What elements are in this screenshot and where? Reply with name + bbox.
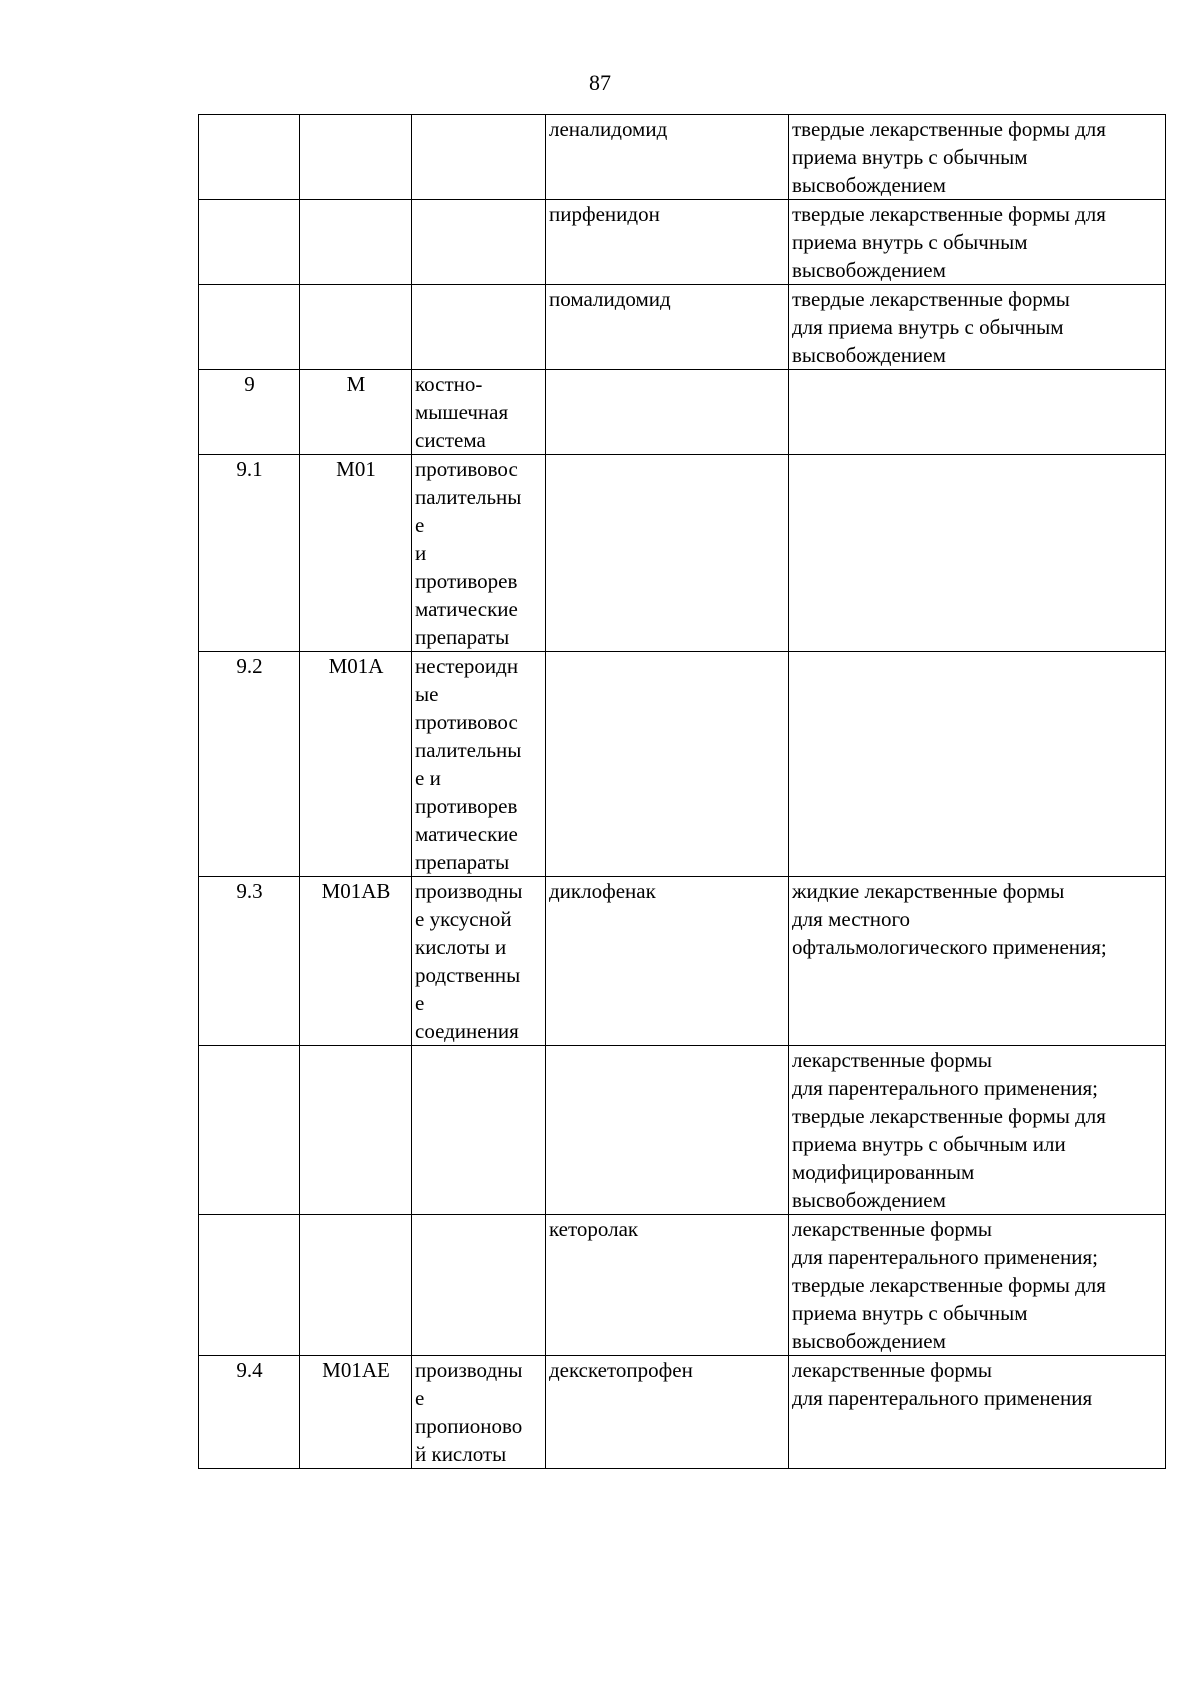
group-name-line: производны: [415, 879, 523, 903]
dosage-form-line: приема внутрь с обычным: [792, 145, 1028, 169]
drug-name-cell: леналидомид: [546, 115, 789, 200]
table-row: [199, 115, 1166, 200]
dosage-forms-cell: [789, 877, 1166, 1046]
dosage-forms-cell: [789, 652, 1166, 877]
group-name-line: пропионово: [415, 1414, 523, 1438]
table-row: [199, 877, 1166, 1046]
group-name-line: препараты: [415, 625, 510, 649]
atc-code-cell: M01AE: [300, 1356, 412, 1469]
group-name-line: палительны: [415, 738, 522, 762]
dosage-forms-cell: [789, 1046, 1166, 1215]
dosage-form-line: лекарственные формы: [792, 1217, 992, 1241]
dosage-form-line: высвобождением: [792, 258, 946, 282]
table-row: [199, 652, 1166, 877]
dosage-form-line: высвобождением: [792, 343, 946, 367]
row-number-cell: [199, 115, 300, 200]
dosage-form-line: офтальмологического применения;: [792, 935, 1107, 959]
table-row: [199, 1046, 1166, 1215]
group-name-line: противовос: [415, 710, 518, 734]
drug-table: [198, 114, 1166, 1469]
group-name-line: костно-: [415, 372, 483, 396]
dosage-forms-cell: [789, 455, 1166, 652]
dosage-form-line: лекарственные формы: [792, 1048, 992, 1072]
group-name-line: е: [415, 991, 425, 1015]
drug-name-cell: пирфенидон: [546, 200, 789, 285]
table-row: [199, 455, 1166, 652]
drug-name-cell: диклофенак: [546, 877, 789, 1046]
atc-code-cell: M: [300, 370, 412, 455]
row-number-cell: 9.4: [199, 1356, 300, 1469]
group-name-cell: [412, 1046, 546, 1215]
dosage-form-line: твердые лекарственные формы для: [792, 117, 1106, 141]
group-name-line: противовос: [415, 457, 518, 481]
group-name-line: е: [415, 1386, 425, 1410]
row-number-cell: 9.3: [199, 877, 300, 1046]
atc-code-cell: M01: [300, 455, 412, 652]
table-row: [199, 200, 1166, 285]
atc-code-cell: [300, 200, 412, 285]
atc-code-cell: M01A: [300, 652, 412, 877]
group-name-line: родственны: [415, 963, 521, 987]
dosage-form-line: приема внутрь с обычным: [792, 230, 1028, 254]
page-number: 87: [589, 70, 611, 95]
table-row: [199, 370, 1166, 455]
group-name-line: палительны: [415, 485, 522, 509]
table-row: [199, 1356, 1166, 1469]
group-name-cell: [412, 877, 546, 1046]
group-name-cell: [412, 200, 546, 285]
group-name-line: е и: [415, 766, 441, 790]
group-name-line: противорев: [415, 569, 518, 593]
row-number-cell: 9: [199, 370, 300, 455]
dosage-form-line: твердые лекарственные формы для: [792, 202, 1106, 226]
table-row: [199, 285, 1166, 370]
dosage-form-line: для парентерального применения;: [792, 1245, 1098, 1269]
dosage-form-line: твердые лекарственные формы для: [792, 1104, 1106, 1128]
table-body: [199, 115, 1166, 1469]
dosage-form-line: для местного: [792, 907, 911, 931]
group-name-line: е уксусной: [415, 907, 512, 931]
group-name-line: нестероидн: [415, 654, 519, 678]
group-name-line: мышечная: [415, 400, 509, 424]
row-number-cell: [199, 1215, 300, 1356]
dosage-form-line: приема внутрь с обычным: [792, 1301, 1028, 1325]
dosage-form-line: для парентерального применения;: [792, 1076, 1098, 1100]
atc-code-cell: M01AB: [300, 877, 412, 1046]
drug-name-cell: декскетопрофен: [546, 1356, 789, 1469]
row-number-cell: [199, 200, 300, 285]
group-name-line: соединения: [415, 1019, 519, 1043]
dosage-forms-cell: [789, 1356, 1166, 1469]
dosage-form-line: приема внутрь с обычным или: [792, 1132, 1066, 1156]
group-name-cell: [412, 1356, 546, 1469]
dosage-form-line: лекарственные формы: [792, 1358, 992, 1382]
drug-name-cell: [546, 1046, 789, 1215]
group-name-line: матические: [415, 822, 518, 846]
group-name-line: матические: [415, 597, 518, 621]
group-name-line: препараты: [415, 850, 510, 874]
group-name-line: е: [415, 513, 425, 537]
dosage-forms-cell: [789, 115, 1166, 200]
dosage-form-line: высвобождением: [792, 1188, 946, 1212]
group-name-line: система: [415, 428, 486, 452]
dosage-forms-cell: [789, 285, 1166, 370]
atc-code-cell: [300, 1046, 412, 1215]
drug-name-cell: [546, 652, 789, 877]
dosage-form-line: высвобождением: [792, 173, 946, 197]
dosage-form-line: твердые лекарственные формы: [792, 287, 1070, 311]
dosage-form-line: твердые лекарственные формы для: [792, 1273, 1106, 1297]
group-name-line: производны: [415, 1358, 523, 1382]
group-name-line: й кислоты: [415, 1442, 507, 1466]
row-number-cell: [199, 1046, 300, 1215]
dosage-form-line: модифицированным: [792, 1160, 975, 1184]
row-number-cell: 9.2: [199, 652, 300, 877]
atc-code-cell: [300, 1215, 412, 1356]
atc-code-cell: [300, 285, 412, 370]
group-name-cell: [412, 115, 546, 200]
dosage-forms-cell: [789, 1215, 1166, 1356]
dosage-form-line: жидкие лекарственные формы: [792, 879, 1065, 903]
group-name-cell: [412, 455, 546, 652]
row-number-cell: [199, 285, 300, 370]
table-row: [199, 1215, 1166, 1356]
drug-name-cell: кеторолак: [546, 1215, 789, 1356]
atc-code-cell: [300, 115, 412, 200]
group-name-cell: [412, 1215, 546, 1356]
dosage-forms-cell: [789, 370, 1166, 455]
group-name-line: ые: [415, 682, 439, 706]
dosage-forms-cell: [789, 200, 1166, 285]
drug-name-cell: [546, 455, 789, 652]
group-name-line: кислоты и: [415, 935, 507, 959]
dosage-form-line: для парентерального применения: [792, 1386, 1093, 1410]
group-name-line: противорев: [415, 794, 518, 818]
dosage-form-line: высвобождением: [792, 1329, 946, 1353]
group-name-cell: [412, 652, 546, 877]
row-number-cell: 9.1: [199, 455, 300, 652]
drug-name-cell: [546, 370, 789, 455]
group-name-line: и: [415, 541, 427, 565]
dosage-form-line: для приема внутрь с обычным: [792, 315, 1064, 339]
drug-name-cell: помалидомид: [546, 285, 789, 370]
group-name-cell: [412, 370, 546, 455]
group-name-cell: [412, 285, 546, 370]
